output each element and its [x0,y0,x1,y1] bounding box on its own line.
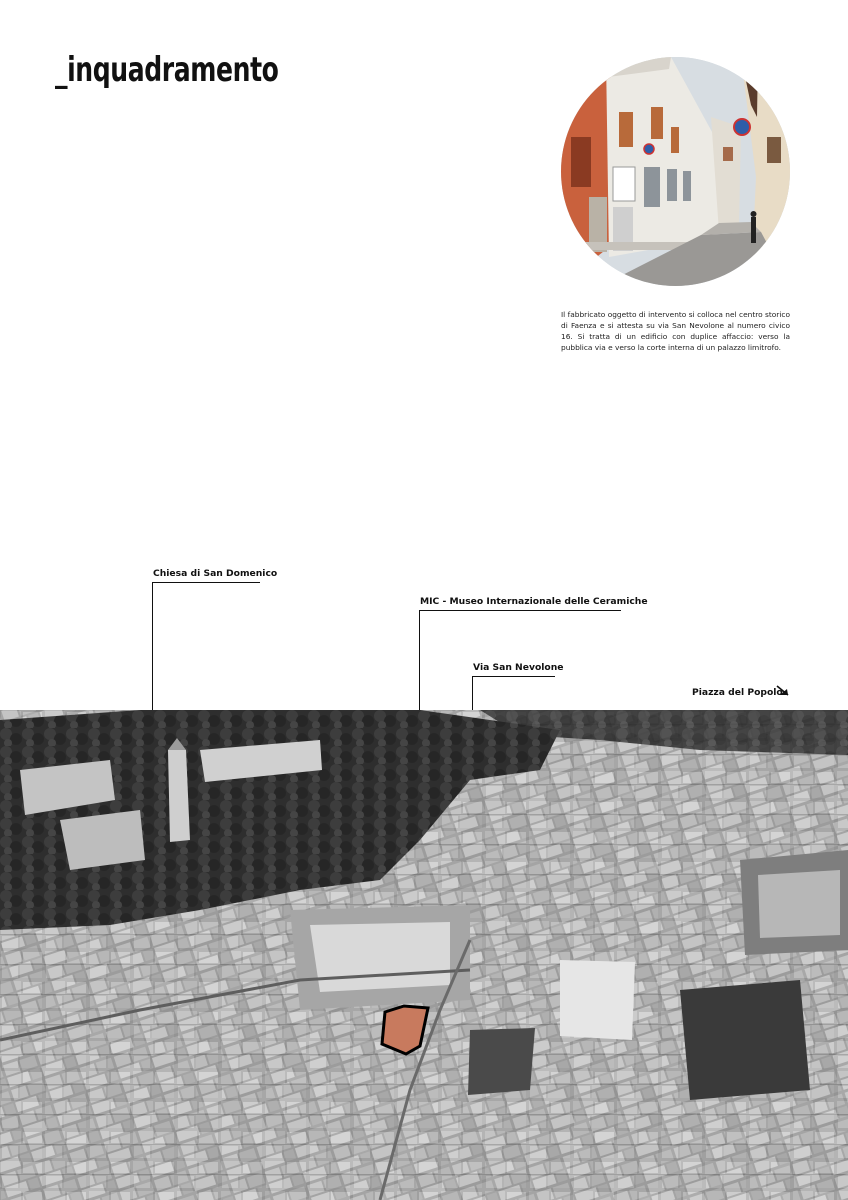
label-piazza: Piazza del Popolo [692,687,783,698]
label-via: Via San Nevolone [473,662,564,673]
label-chiesa: Chiesa di San Domenico [153,568,278,579]
street-photo [561,57,790,286]
arrow-icon [776,685,790,697]
highlighted-building [382,1006,428,1054]
leader-mic-h [419,610,621,611]
street-photo-illustration [561,57,790,286]
leader-chiesa-h [152,582,260,583]
intro-description: Il fabbricato oggetto di intervento si colloca nel centro storico di Faenza e si attesta su via San Nevolone al numero civico 16. Si tratta di un edificio con duplice affaccio: verso la pubblica via e verso la corte interna di un palazzo limitrofo. [561,310,790,352]
page-title: _inquadramento [55,50,279,90]
label-mic: MIC - Museo Internazionale delle Ceramiche [420,596,648,607]
leader-via-h [472,676,555,677]
aerial-view [0,710,848,1200]
aerial-illustration [0,710,848,1200]
